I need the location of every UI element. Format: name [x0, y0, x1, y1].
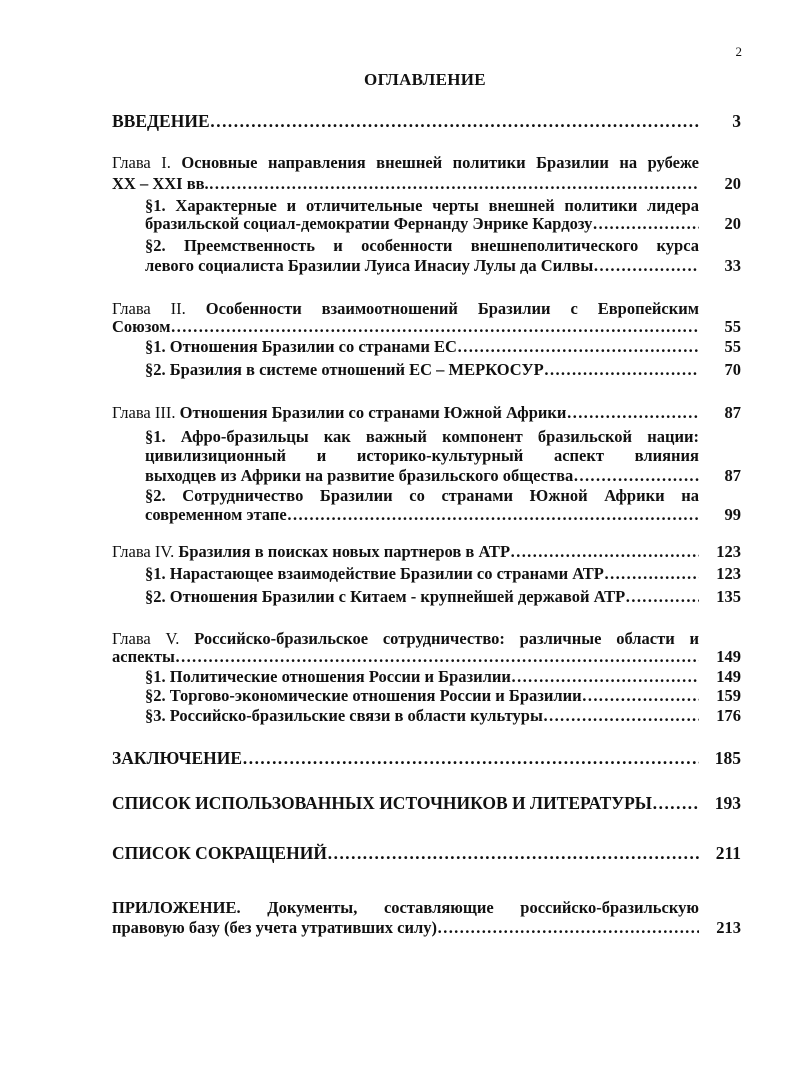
chapter-prefix: Глава I.: [112, 153, 171, 172]
toc-page-number: 149: [716, 647, 741, 666]
toc-entry-line: [145, 427, 699, 447]
toc-line-content: [112, 647, 175, 667]
toc-line-content: [145, 196, 699, 215]
toc-entry-text: §1. Нарастающее взаимодействие Бразилии со странами АТР: [145, 564, 604, 583]
toc-entry-text: СПИСОК СОКРАЩЕНИЙ: [112, 843, 327, 863]
toc-entry-text: бразильской социал-демократии Фернанду Энрике Кардозу: [145, 214, 593, 233]
dot-leader: [566, 403, 699, 423]
toc-entry-text: левого социалиста Бразилии Луиса Инасиу Лулы да Силвы: [145, 256, 594, 275]
toc-entry-text: §1. Афро-бразильцы как важный компонент бразильской нации:: [145, 427, 699, 446]
dot-leader: [543, 706, 699, 726]
toc-line-content: [112, 843, 327, 863]
toc-page-number: 55: [724, 317, 741, 336]
toc-line-content: [112, 629, 699, 648]
toc-entry-text: Основные направления внешней политики Бразилии на рубеже: [181, 153, 699, 172]
toc-page-number: 185: [714, 748, 741, 768]
toc-entry-text: Отношения Бразилии со странами Южной Африки: [179, 403, 567, 422]
toc-line-content: [145, 564, 604, 584]
toc-entry-line: [112, 403, 699, 423]
toc-entry-line: [145, 587, 699, 607]
toc-line-content: [112, 918, 437, 938]
dot-leader: [170, 317, 699, 337]
toc-page-number: 33: [724, 256, 741, 275]
toc-entry-text: §2. Торгово-экономические отношения России и Бразилии: [145, 686, 582, 705]
dot-leader: [242, 748, 699, 768]
toc-line-content: [145, 214, 592, 234]
toc-entry-line: [145, 667, 699, 687]
toc-entry-text: §2. Бразилия в системе отношений ЕС – МЕРКОСУР: [145, 360, 544, 379]
toc-line-content: [112, 174, 209, 194]
toc-line-content: [112, 153, 699, 172]
toc-line-content: [112, 898, 699, 917]
toc-entry-line: [112, 918, 699, 938]
toc-entry-text: §2. Преемственность и особенности внешнеполитического курса: [145, 236, 699, 255]
toc-page-number: 193: [714, 793, 741, 813]
toc-line-content: [145, 505, 287, 525]
toc-entry-text: аспекты: [112, 647, 175, 666]
toc-entry-line: [112, 317, 699, 337]
toc-entry-line: [145, 466, 699, 486]
toc-line-content: [145, 466, 573, 486]
dot-leader: [327, 843, 699, 863]
dot-leader: [287, 505, 699, 525]
toc-entry-text: §2. Сотрудничество Бразилии со странами Южной Африки на: [145, 486, 699, 505]
toc-page-number: 135: [716, 587, 741, 606]
dot-leader: [511, 667, 699, 687]
toc-page-number: 149: [716, 667, 741, 686]
toc-page-number: 123: [716, 542, 741, 561]
chapter-prefix: Глава V.: [112, 629, 180, 648]
page-title: ОГЛАВЛЕНИЕ: [364, 70, 486, 89]
toc-entry-line: [145, 236, 699, 256]
dot-leader: [209, 174, 699, 194]
toc-line-content: [112, 317, 170, 337]
toc-page-number: 123: [716, 564, 741, 583]
toc-line-content: [112, 542, 510, 562]
toc-entry-line: [112, 647, 699, 667]
toc-entry-line: [112, 542, 699, 562]
dot-leader: [175, 647, 699, 667]
toc-entry-text: ПРИЛОЖЕНИЕ. Документы, составляющие российско-бразильскую: [112, 898, 699, 917]
chapter-prefix: Глава III.: [112, 403, 176, 422]
toc-line-content: [145, 587, 625, 607]
dot-leader: [210, 111, 699, 131]
toc-entry-line: [112, 843, 699, 863]
toc-page-number: 3: [732, 111, 741, 131]
toc-line-content: [112, 748, 242, 768]
toc-line-content: [145, 446, 699, 465]
toc-entry-text: Особенности взаимоотношений Бразилии с Европейским: [205, 299, 699, 318]
toc-entry-text: ВВЕДЕНИЕ: [112, 111, 210, 131]
toc-entry-text: СПИСОК ИСПОЛЬЗОВАННЫХ ИСТОЧНИКОВ И ЛИТЕРАТУРЫ: [112, 793, 652, 813]
toc-entry-line: [145, 505, 699, 525]
toc-entry-line: [112, 299, 699, 319]
toc-entry-line: [112, 629, 699, 649]
toc-entry-text: §1. Характерные и отличительные черты внешней политики лидера: [145, 196, 699, 215]
page-number: 2: [735, 44, 742, 59]
toc-entry-text: Российско-бразильское сотрудничество: различные области и: [194, 629, 699, 648]
toc-line-content: [145, 667, 511, 687]
toc-page-number: 87: [724, 403, 741, 422]
toc-entry-text: ЗАКЛЮЧЕНИЕ: [112, 748, 243, 768]
toc-entry-line: [145, 486, 699, 506]
chapter-prefix: Глава II.: [112, 299, 186, 318]
dot-leader: [457, 337, 699, 357]
toc-page-number: 20: [724, 174, 741, 193]
toc-entry-line: [112, 898, 699, 918]
toc-entry-line: [145, 446, 699, 466]
toc-entry-text: §1. Политические отношения России и Бразилии: [145, 667, 511, 686]
toc-entry-line: [145, 564, 699, 584]
toc-page-number: 55: [724, 337, 741, 356]
toc-entry-line: [145, 196, 699, 216]
toc-line-content: [112, 299, 699, 318]
dot-leader: [510, 542, 699, 562]
toc-line-content: [145, 256, 593, 276]
toc-page-number: 99: [724, 505, 741, 524]
toc-entry-line: [112, 174, 699, 194]
toc-line-content: [145, 427, 699, 446]
dot-leader: [544, 360, 699, 380]
toc-entry-line: [145, 360, 699, 380]
toc-line-content: [112, 403, 566, 423]
toc-entry-line: [112, 153, 699, 173]
toc-page-number: 159: [716, 686, 741, 705]
toc-entry-line: [145, 706, 699, 726]
toc-entry-text: Союзом: [112, 317, 171, 336]
toc-entry-line: [112, 793, 699, 813]
toc-line-content: [145, 686, 582, 706]
toc-entry-text: Бразилия в поисках новых партнеров в АТР: [178, 542, 511, 561]
toc-entry-text: §1. Отношения Бразилии со странами ЕС: [145, 337, 457, 356]
toc-entry-line: [145, 256, 699, 276]
toc-entry-text: выходцев из Африки на развитие бразильского общества: [145, 466, 574, 485]
toc-page-number: 211: [715, 843, 741, 863]
toc-page-number: 176: [716, 706, 741, 725]
toc-line-content: [112, 111, 210, 131]
chapter-prefix: Глава IV.: [112, 542, 175, 561]
toc-entry-text: XX – XXI вв.: [112, 174, 209, 193]
toc-line-content: [145, 486, 699, 505]
toc-entry-text: современном этапе: [145, 505, 287, 524]
toc-page-number: 70: [724, 360, 741, 379]
toc-entry-text: правовую базу (без учета утративших силу): [112, 918, 437, 937]
toc-entry-text: §3. Российско-бразильские связи в области культуры: [145, 706, 543, 725]
toc-entry-line: [145, 686, 699, 706]
toc-line-content: [145, 236, 699, 255]
toc-line-content: [145, 706, 543, 726]
toc-page-number: 87: [724, 466, 741, 485]
toc-entry-text: §2. Отношения Бразилии с Китаем - крупнейшей державой АТР: [145, 587, 626, 606]
toc-entry-line: [145, 214, 699, 234]
toc-line-content: [112, 793, 652, 813]
toc-page-number: 20: [724, 214, 741, 233]
dot-leader: [437, 918, 699, 938]
toc-entry-text: цивилизиционный и историко-культурный аспект влияния: [145, 446, 699, 465]
toc-line-content: [145, 337, 457, 357]
toc-line-content: [145, 360, 544, 380]
toc-entry-line: [112, 111, 699, 131]
toc-entry-line: [145, 337, 699, 357]
toc-entry-line: [112, 748, 699, 768]
toc-page-number: 213: [716, 918, 741, 937]
